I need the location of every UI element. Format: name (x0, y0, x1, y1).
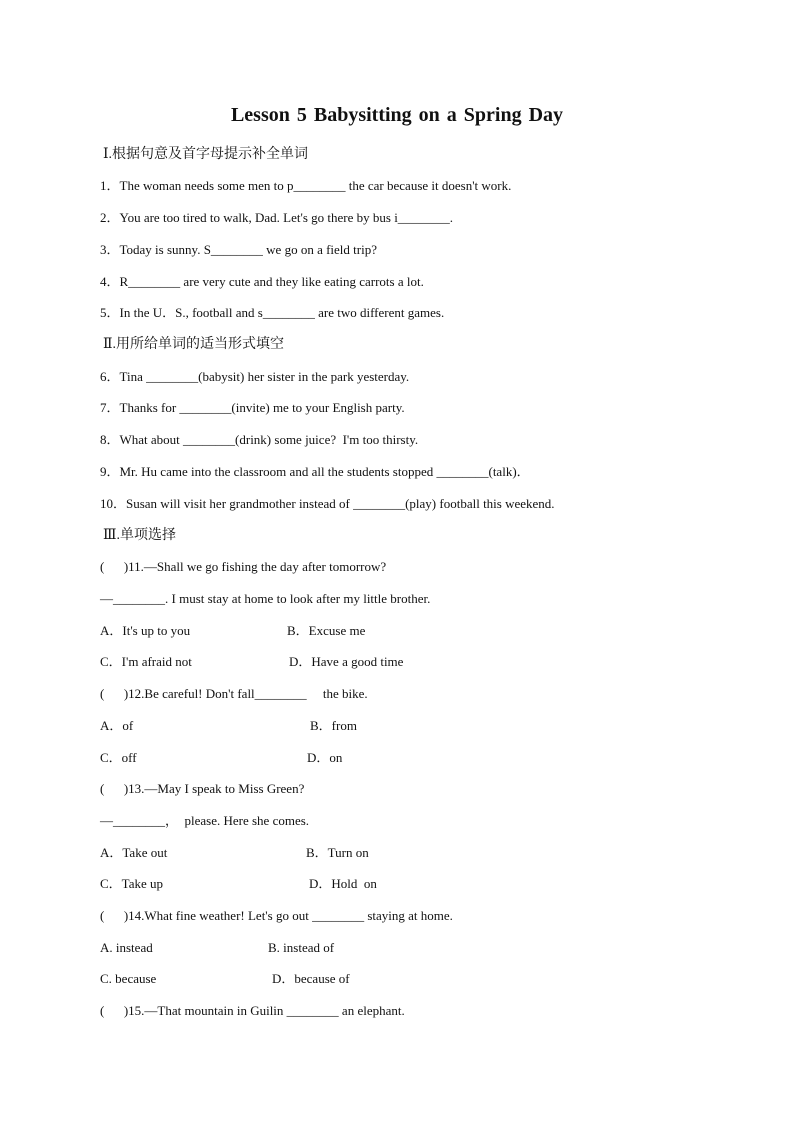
section-heading-3: Ⅲ.单项选择 (103, 528, 177, 543)
option-11-d: D．Have a good time (289, 654, 404, 669)
option-14-a: A. instead (100, 940, 153, 955)
question-7: 7．Thanks for ________(invite) me to your English party. (100, 400, 405, 415)
question-2: 2．You are too tired to walk, Dad. Let's go there by bus i________. (100, 210, 454, 225)
question-11: ( )11.—Shall we go fishing the day after tomorrow? (100, 559, 387, 574)
option-14-b: B. instead of (268, 940, 335, 955)
option-11-c: C．I'm afraid not (100, 654, 192, 669)
question-12: ( )12.Be careful! Don't fall________ the bike. (100, 686, 368, 701)
option-12-a: A．of (100, 718, 134, 733)
question-1: 1．The woman needs some men to p________ the car because it doesn't work. (100, 178, 512, 193)
section-heading-2: Ⅱ.用所给单词的适当形式填空 (103, 337, 285, 352)
question-6: 6．Tina ________(babysit) her sister in the park yesterday. (100, 369, 410, 384)
question-11-response: —________. I must stay at home to look after my little brother. (100, 591, 431, 606)
question-13-response: —________， please. Here she comes. (100, 813, 310, 828)
option-14-c: C. because (100, 971, 157, 986)
question-13: ( )13.—May I speak to Miss Green? (100, 781, 305, 796)
question-15: ( )15.—That mountain in Guilin ________ an elephant. (100, 1003, 405, 1018)
page-title: Lesson 5 Babysitting on a Spring Day (230, 104, 564, 126)
option-12-b: B．from (310, 718, 357, 733)
question-5: 5．In the U．S., football and s________ are two different games. (100, 305, 445, 320)
question-9: 9．Mr. Hu came into the classroom and all the students stopped ________(talk)． (100, 464, 530, 479)
option-11-b: B．Excuse me (287, 623, 366, 638)
option-13-c: C．Take up (100, 876, 163, 891)
question-8: 8．What about ________(drink) some juice? I'm too thirsty. (100, 432, 419, 447)
option-13-d: D．Hold on (309, 876, 377, 891)
option-12-d: D．on (307, 750, 343, 765)
option-14-d: D．because of (272, 971, 350, 986)
option-11-a: A．It's up to you (100, 623, 191, 638)
option-13-b: B．Turn on (306, 845, 369, 860)
question-3: 3．Today is sunny. S________ we go on a field trip? (100, 242, 377, 257)
option-13-a: A．Take out (100, 845, 168, 860)
question-14: ( )14.What fine weather! Let's go out ________ staying at home. (100, 908, 453, 923)
section-heading-1: Ⅰ.根据句意及首字母提示补全单词 (103, 147, 309, 162)
question-4: 4．R________ are very cute and they like eating carrots a lot. (100, 274, 424, 289)
option-12-c: C．off (100, 750, 137, 765)
question-10: 10．Susan will visit her grandmother instead of ________(play) football this weekend. (100, 496, 555, 511)
